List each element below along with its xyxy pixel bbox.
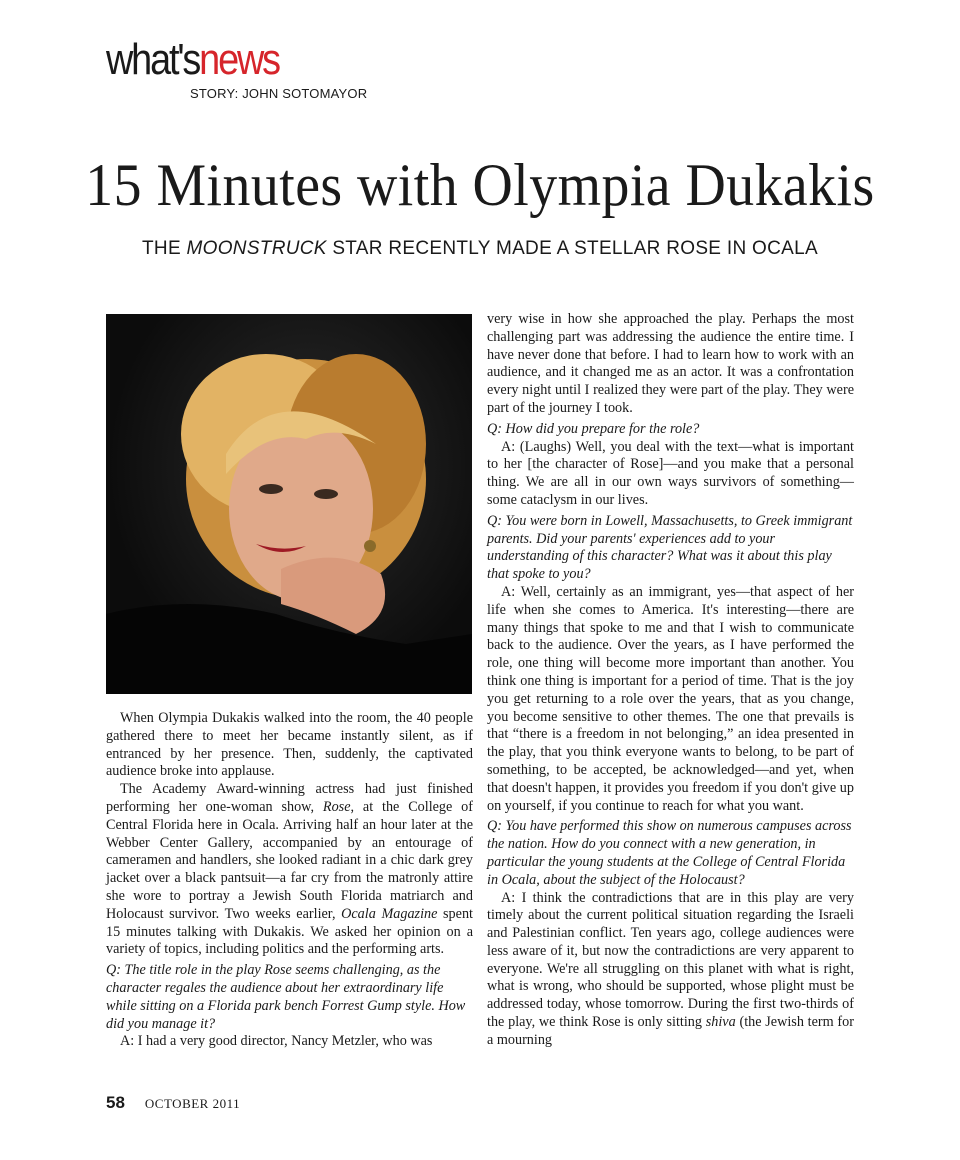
page-footer — [106, 1093, 240, 1113]
interview-question: Q: The title role in the play Rose seems challenging, as the character regales the audience about her extraordinary life while sitting on a Florida park bench Forrest Gump style. How did you manage it? — [106, 962, 466, 1032]
issue-date: OCTOBER 2011 — [144, 1096, 241, 1111]
portrait-illustration — [106, 314, 472, 694]
interview-answer: A: I had a very good director, Nancy Metzler, who was — [120, 1033, 433, 1050]
deck-suffix: STAR RECENTLY MADE A STELLAR ROSE IN OCALA — [326, 238, 818, 259]
interview-answer: very wise in how she approached the play. Perhaps the most challenging part was addressing the audience the entire time. I have never done that before. I had to learn how to work with an audience, and it changed me as an actor. It was a confrontation every night until I realized they were part of the play. They were part of the journey I took. — [487, 311, 854, 416]
deck-prefix: THE — [142, 238, 187, 259]
headline: 15 Minutes with Olympia Dukakis — [85, 152, 875, 218]
byline: STORY: JOHN SOTOMAYOR — [190, 86, 368, 101]
portrait-eye-left — [259, 484, 283, 494]
paragraph: When Olympia Dukakis walked into the room, the 40 people gathered there to meet her became instantly silent, as if entranced by her presence. Then, suddenly, the captivated audience broke into applause. — [106, 710, 473, 780]
page-number: 58 — [106, 1093, 125, 1112]
interview-answer: A: (Laughs) Well, you deal with the text—what is important to her [the character of Rose]—and you make that a personal thing. We are all in our own ways survivors of something—some cataclysm in our lives. — [487, 438, 854, 508]
interview-answer: A: Well, certainly as an immigrant, yes—that aspect of her life when she comes to America. It's interesting—there are many things that spoke to me and that I wish to communicate back to the audience. Over the years, as I have performed the role, one thing will become more important than another. You think one thing is important for a period of time. That is the joy you get returning to a role over the years, that as you change, you become sensitive to other themes. The one that prevails is that “there is a freedom in not belonging,” an idea presented in the play, that you think everyone wants to belong, to be part of something, to be accepted, be acknowledged—and yet, when that doesn't happen, it provides you freedom if you don't give up on yourself, if you continue to reach for what you want. — [487, 583, 854, 814]
deck-film-title: MOONSTRUCK — [186, 238, 327, 259]
paragraph: The Academy Award-winning actress had just finished performing her one-woman show, Rose, at the College of Central Florida here in Ocala. Arriving half an hour later at the Webber Center Gallery, accompanied by an entourage of cameramen and handlers, she looked radiant in a chic dark grey jacket over a black pantsuit—a far cry from the matronly attire she wore to portray a Jewish South Florida matriarch and Holocaust survivor. Two weeks earlier, Ocala Magazine spent 15 minutes talking with Dukakis. We asked her opinion on a variety of topics, including politics and the performing arts. — [106, 781, 473, 958]
section-label — [106, 35, 279, 84]
interview-question: Q: How did you prepare for the role? — [487, 420, 700, 437]
column-right — [487, 311, 854, 1050]
deck — [0, 238, 960, 260]
interview-answer: A: I think the contradictions that are in this play are very timely about the current political situation regarding the Israeli and Palestinian conflict. Ten years ago, college audiences were less aware of it, but now the contradictions are very apparent to everyone. We're all struggling on this planet with what is right, what is wrong, who should be supported, whose plight must be addressed today, whose tomorrow. During the first two-thirds of the play, we think Rose is only sitting shiva (the Jewish term for a mourning — [487, 889, 854, 1048]
portrait-eye-right — [314, 489, 338, 499]
column-left — [106, 710, 473, 1051]
interview-question: Q: You were born in Lowell, Massachusetts, to Greek immigrant parents. Did your parents' experiences add to your understanding of this character? What was it about this play that spoke to you? — [487, 512, 853, 583]
interview-question: Q: You have performed this show on numerous campuses across the nation. How do you connect with a new generation, in particular the young students at the College of Central Florida in Ocala, about the subject of the Holocaust? — [487, 818, 852, 888]
portrait-photo — [106, 314, 472, 694]
section-label-news: news — [199, 35, 279, 84]
portrait-clothing — [106, 604, 472, 694]
section-label-whats: what's — [106, 35, 200, 84]
